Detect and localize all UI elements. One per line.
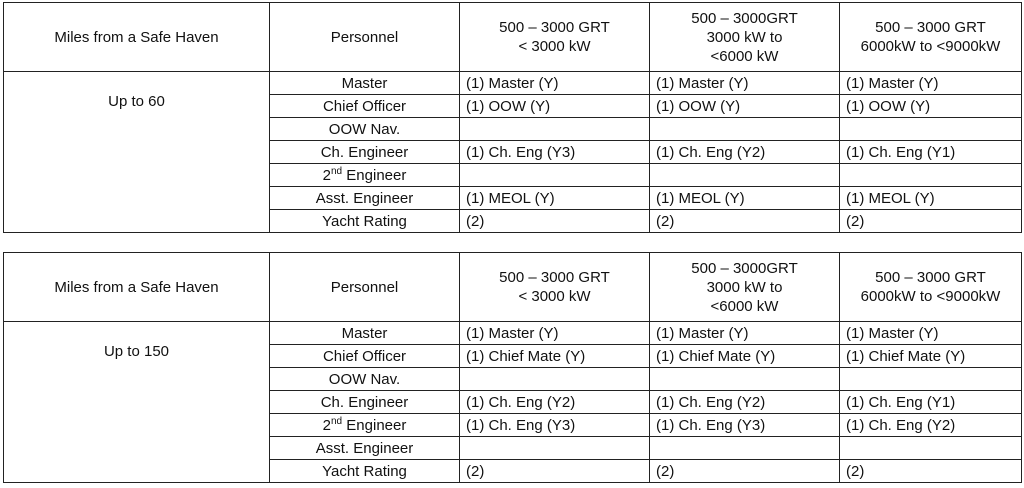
personnel-label: Chief Officer	[270, 345, 460, 368]
ordinal-number: 2	[322, 416, 331, 434]
cell-col1: (1) Chief Mate (Y)	[460, 345, 650, 368]
cell-col2: (1) Ch. Eng (Y2)	[650, 391, 840, 414]
safe-haven-range: Up to 60	[4, 72, 270, 233]
header-safe-haven: Miles from a Safe Haven	[4, 3, 270, 72]
personnel-label: Ch. Engineer	[270, 141, 460, 164]
cell-col1: (1) Ch. Eng (Y3)	[460, 414, 650, 437]
cell-col1: (1) OOW (Y)	[460, 95, 650, 118]
cell-col2: (1) Master (Y)	[650, 322, 840, 345]
cell-col1	[460, 118, 650, 141]
cell-col1: (1) Master (Y)	[460, 322, 650, 345]
cell-col1: (1) Master (Y)	[460, 72, 650, 95]
cell-col1: (1) Ch. Eng (Y3)	[460, 141, 650, 164]
cell-col2	[650, 437, 840, 460]
cell-col1: (2)	[460, 210, 650, 233]
cell-col2: (2)	[650, 210, 840, 233]
personnel-label: Chief Officer	[270, 95, 460, 118]
cell-col2	[650, 118, 840, 141]
header-personnel: Personnel	[270, 253, 460, 322]
personnel-label: Yacht Rating	[270, 210, 460, 233]
ordinal-suffix: nd	[331, 165, 343, 177]
cell-col2: (1) Ch. Eng (Y2)	[650, 141, 840, 164]
table-row	[4, 322, 1022, 345]
cell-col2	[650, 368, 840, 391]
header-row	[4, 3, 1022, 72]
cell-col3	[840, 118, 1022, 141]
cell-col2: (1) Chief Mate (Y)	[650, 345, 840, 368]
personnel-label	[270, 414, 460, 437]
header-row	[4, 253, 1022, 322]
personnel-label: Master	[270, 72, 460, 95]
cell-col1	[460, 368, 650, 391]
personnel-label: Ch. Engineer	[270, 391, 460, 414]
manning-table-150	[3, 252, 1022, 483]
header-col1-line: 500 – 3000 GRT	[499, 269, 610, 286]
header-col1-line: 500 – 3000 GRT	[499, 19, 610, 36]
header-col3	[840, 3, 1022, 72]
cell-col3: (1) Ch. Eng (Y1)	[840, 391, 1022, 414]
cell-col1: (1) Ch. Eng (Y2)	[460, 391, 650, 414]
safe-haven-range: Up to 150	[4, 322, 270, 483]
ordinal-number: 2	[322, 166, 331, 184]
header-col2-line: <6000 kW	[710, 297, 779, 315]
header-col1	[460, 253, 650, 322]
header-col3-line: 6000kW to <9000kW	[860, 288, 1001, 305]
cell-col1	[460, 164, 650, 187]
header-col3-line: 500 – 3000 GRT	[875, 269, 986, 286]
cell-col2	[650, 164, 840, 187]
cell-col1: (1) MEOL (Y)	[460, 187, 650, 210]
personnel-label: Yacht Rating	[270, 460, 460, 483]
cell-col3: (1) OOW (Y)	[840, 95, 1022, 118]
cell-col3: (1) Master (Y)	[840, 72, 1022, 95]
cell-col3: (1) Ch. Eng (Y1)	[840, 141, 1022, 164]
header-col3-line: 500 – 3000 GRT	[875, 19, 986, 36]
cell-col3	[840, 437, 1022, 460]
table-row	[4, 72, 1022, 95]
cell-col2: (2)	[650, 460, 840, 483]
personnel-label: OOW Nav.	[270, 368, 460, 391]
cell-col1: (2)	[460, 460, 650, 483]
personnel-label	[270, 164, 460, 187]
header-col3	[840, 253, 1022, 322]
cell-col3	[840, 164, 1022, 187]
header-safe-haven: Miles from a Safe Haven	[4, 253, 270, 322]
cell-col2: (1) OOW (Y)	[650, 95, 840, 118]
header-col2	[650, 3, 840, 72]
manning-table-60	[3, 2, 1022, 233]
header-col3-line: 6000kW to <9000kW	[860, 38, 1001, 55]
cell-col3: (1) MEOL (Y)	[840, 187, 1022, 210]
ordinal-suffix: nd	[331, 415, 343, 427]
header-col1-line: < 3000 kW	[518, 38, 591, 55]
personnel-label: Asst. Engineer	[270, 437, 460, 460]
header-col2	[650, 253, 840, 322]
personnel-label-text: Engineer	[342, 416, 407, 434]
header-col1-line: < 3000 kW	[518, 288, 591, 305]
cell-col3: (1) Chief Mate (Y)	[840, 345, 1022, 368]
cell-col3	[840, 368, 1022, 391]
header-col2-line: 500 – 3000GRT	[691, 259, 798, 277]
cell-col1	[460, 437, 650, 460]
personnel-label: OOW Nav.	[270, 118, 460, 141]
cell-col2: (1) MEOL (Y)	[650, 187, 840, 210]
personnel-label: Asst. Engineer	[270, 187, 460, 210]
header-col2-line: <6000 kW	[710, 47, 779, 65]
cell-col3: (2)	[840, 460, 1022, 483]
header-col1	[460, 3, 650, 72]
cell-col3: (1) Ch. Eng (Y2)	[840, 414, 1022, 437]
cell-col3: (2)	[840, 210, 1022, 233]
cell-col2: (1) Master (Y)	[650, 72, 840, 95]
header-col2-line: 500 – 3000GRT	[691, 9, 798, 27]
personnel-label: Master	[270, 322, 460, 345]
personnel-label-text: Engineer	[342, 166, 407, 184]
header-col2-line: 3000 kW to	[706, 278, 783, 296]
cell-col3: (1) Master (Y)	[840, 322, 1022, 345]
header-col2-line: 3000 kW to	[706, 28, 783, 46]
header-personnel: Personnel	[270, 3, 460, 72]
cell-col2: (1) Ch. Eng (Y3)	[650, 414, 840, 437]
